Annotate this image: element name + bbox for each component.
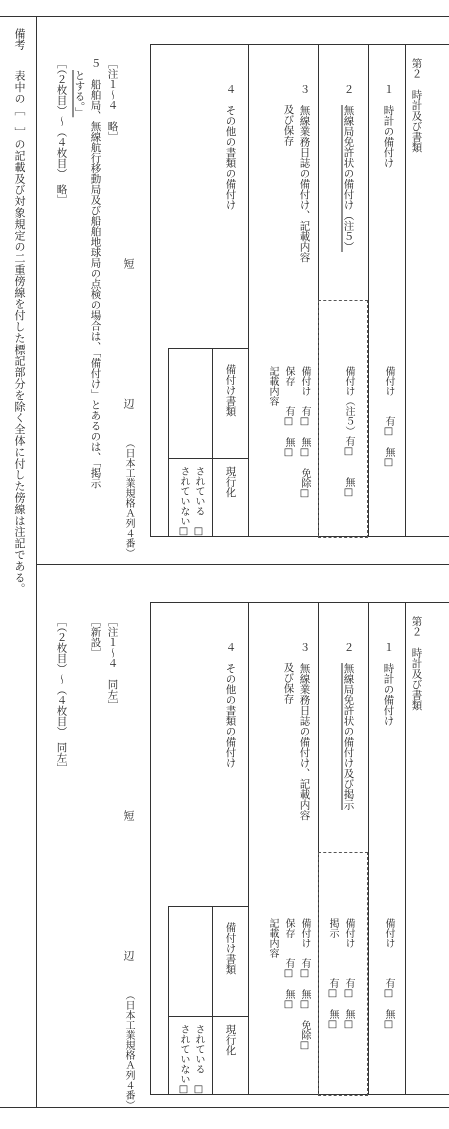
size-short: 短: [122, 810, 135, 821]
inner-split: [168, 1016, 248, 1017]
note-label: 備考: [13, 28, 26, 50]
row-3-label-2: 及び保存: [282, 662, 295, 704]
row-1-label: １ 時計の備付け: [382, 642, 395, 726]
column-divider: [36, 564, 449, 565]
sub-header: 備付け書類: [224, 922, 237, 975]
form-left: [150, 44, 151, 536]
inner-top: [168, 348, 248, 349]
note-3: ［（２枚目）～（４枚目） 同左］: [55, 616, 68, 774]
annotation-box: [318, 300, 368, 538]
row-3-label-2: 及び保存: [282, 104, 295, 146]
status-option-2: されていない□: [178, 1024, 189, 1095]
row-line: [405, 602, 406, 1094]
row-3-value-2: 保存 有□ 無□: [283, 918, 294, 1010]
section-title: 第２ 時計及び書類: [410, 616, 423, 711]
row-3-value-3: 記載内容: [267, 918, 278, 958]
row-line: [368, 602, 369, 1094]
row-3-label: ３ 無線業務日誌の備付け、記載内容: [298, 642, 311, 821]
sub-header: 備付け書類: [224, 364, 237, 417]
row-3-value-1: 備付け 有□ 無□ 免除□: [299, 366, 310, 499]
row-3-value-3: 記載内容: [267, 366, 278, 406]
status-option-1: されている □: [193, 1024, 204, 1095]
inner-mid: [212, 906, 213, 1094]
status-header: 現行化: [224, 1024, 237, 1056]
inner-mid: [212, 348, 213, 536]
row-1-value: 備付け 有□ 無□: [383, 366, 394, 468]
row-3-value-1: 備付け 有□ 無□ 免除□: [299, 918, 310, 1051]
note-1: ［注１～４ 略］: [106, 58, 119, 142]
status-option-1: されている □: [193, 466, 204, 537]
inner-left: [168, 348, 169, 536]
row-2-value-1: 備付け 有□ 無□: [343, 918, 354, 1030]
size-spec: （日本工業規格Ａ列４番）: [123, 438, 134, 558]
row-3-label: ３ 無線業務日誌の備付け、記載内容: [298, 84, 311, 263]
size-side: 辺: [122, 398, 135, 409]
row-1-value: 備付け 有□ 無□: [383, 918, 394, 1030]
row-line: [248, 602, 249, 1094]
note-3: とする。」: [73, 70, 86, 118]
note-2: ５ 船舶局、無線航行移動局及び船舶地球局の点検の場合は、「備付け」とあるのは、「掲示: [89, 58, 102, 489]
row-2-value-2: 掲示 有□ 無□: [327, 918, 338, 1030]
row-2-label: ２ 無線局免許状の備付け（注５）: [342, 84, 355, 252]
section-title: 第２ 時計及び書類: [410, 58, 423, 153]
annotation-box: [318, 852, 368, 1096]
size-side: 辺: [122, 950, 135, 961]
row-4-label: ４ その他の書類の備付け: [224, 642, 237, 768]
note-divider: [36, 16, 37, 1107]
size-spec: （日本工業規格Ａ列４番）: [123, 990, 134, 1110]
row-1-label: １ 時計の備付け: [382, 84, 395, 168]
status-header: 現行化: [224, 466, 237, 498]
top-border: [0, 16, 449, 17]
note-2: ［新設］: [89, 616, 102, 658]
note-1: ［注１～４ 同左］: [106, 616, 119, 711]
row-2-label: ２ 無線局免許状の備付け及び掲示: [342, 642, 355, 810]
note-4: ［（２枚目）～（４枚目） 略］: [55, 58, 68, 205]
size-short: 短: [122, 258, 135, 269]
bottom-border: [0, 1107, 449, 1108]
row-line: [405, 44, 406, 536]
inner-left: [168, 906, 169, 1094]
row-3-value-2: 保存 有□ 無□: [283, 366, 294, 458]
inner-top: [168, 906, 248, 907]
form-left: [150, 602, 151, 1094]
note-text: 表中の［ ］の記載及び対象規定の二重傍線を付した標記部分を除く全体に付した傍線は注記である。: [13, 70, 26, 595]
row-line: [248, 44, 249, 536]
row-2-value: 備付け（注５）有□ 無□: [343, 366, 354, 498]
row-4-label: ４ その他の書類の備付け: [224, 84, 237, 210]
inner-split: [168, 458, 248, 459]
row-line: [368, 44, 369, 536]
status-option-2: されていない□: [178, 466, 189, 537]
